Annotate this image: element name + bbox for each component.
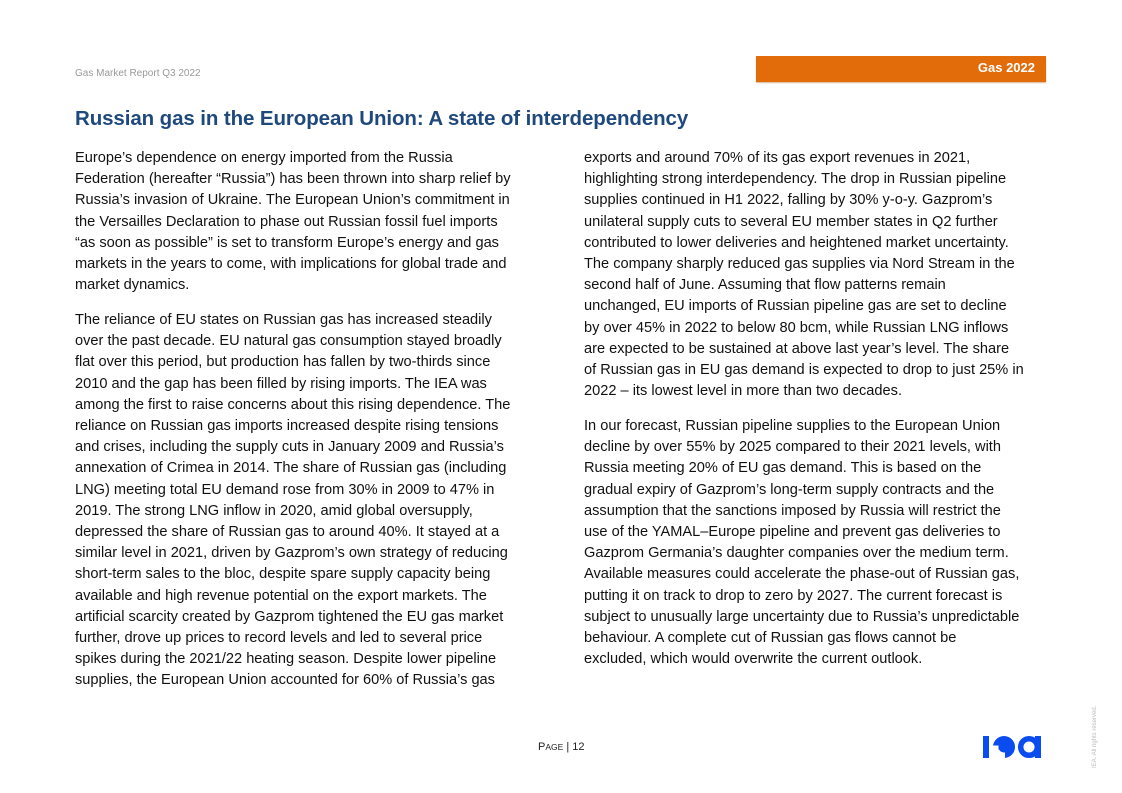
text-line: supplies, the European Union accounted for 60% of Russia’s gas <box>75 672 495 689</box>
paragraph <box>75 310 555 692</box>
text-line: “as soon as possible” is set to transform Europe’s energy and gas <box>75 234 499 251</box>
text-line: reliance on Russian gas imports increased despite rising tensions <box>75 418 499 435</box>
text-line: highlighting strong interdependency. The drop in Russian pipeline <box>584 171 1007 188</box>
paragraph <box>75 148 555 296</box>
text-line: further, drove up prices to record levels and led to several price <box>75 630 483 647</box>
text-line: supplies continued in H1 2022, falling by 30% y-o-y. Gazprom’s <box>584 192 993 209</box>
text-line: 2010 and the gap has been filled by rising imports. The IEA was <box>75 375 487 392</box>
text-line: Russia’s invasion of Ukraine. The European Union’s commitment in <box>75 192 510 209</box>
page-separator: | <box>563 741 573 753</box>
text-line: short-term sales to the bloc, despite spare supply capacity being <box>75 566 491 583</box>
text-line: subject to unusually large uncertainty due to Russia’s unpredictable <box>584 608 1020 625</box>
text-line: Gazprom Germania’s daughter companies over the medium term. <box>584 545 1009 562</box>
text-line: of Russian gas in EU gas demand is expected to drop to just 25% in <box>584 362 1024 379</box>
text-line: artificial scarcity created by Gazprom tightened the EU gas market <box>75 608 504 625</box>
text-line: depressed the share of Russian gas to around 40%. It stayed at a <box>75 524 500 541</box>
text-line: Russia meeting 20% of EU gas demand. This is based on the <box>584 460 982 477</box>
text-line: flat over this period, but production has fallen by two-thirds since <box>75 354 491 371</box>
text-line: similar level in 2021, driven by Gazprom’s own strategy of reducing <box>75 545 508 562</box>
text-line: spikes during the 2021/22 heating season. Despite lower pipeline <box>75 651 497 668</box>
paragraph <box>584 416 1064 670</box>
text-line: assumption that the sanctions imposed by Russia will restrict the <box>584 502 1001 519</box>
text-line: over the past decade. EU natural gas consumption stayed broadly <box>75 333 502 350</box>
page-number-value: 12 <box>572 741 585 753</box>
text-line: contributed to lower deliveries and heightened market uncertainty. <box>584 234 1009 251</box>
text-line: excluded, which would overwrite the current outlook. <box>584 651 923 668</box>
text-line: In our forecast, Russian pipeline supplies to the European Union <box>584 418 1001 435</box>
text-line: The reliance of EU states on Russian gas has increased steadily <box>75 312 492 329</box>
section-badge: Gas 2022 <box>756 56 1046 82</box>
page-title: Russian gas in the European Union: A state of interdependency <box>75 107 689 130</box>
iea-logo <box>983 733 1047 766</box>
text-line: markets in the years to come, with implications for global trade and <box>75 256 507 273</box>
text-line: unchanged, EU imports of Russian pipeline gas are set to decline <box>584 298 1007 315</box>
text-line: behaviour. A complete cut of Russian gas flows cannot be <box>584 630 957 647</box>
text-line: annexation of Crimea in 2014. The share of Russian gas (including <box>75 460 507 477</box>
page-label-initial: P <box>538 741 546 753</box>
text-line: are expected to be sustained at above last year’s level. The share <box>584 340 1010 357</box>
text-line: by over 45% in 2022 to below 80 bcm, while Russian LNG inflows <box>584 319 1009 336</box>
text-line: gradual expiry of Gazprom’s long-term supply contracts and the <box>584 481 995 498</box>
text-line: 2019. The strong LNG inflow in 2020, amid global oversupply, <box>75 502 473 519</box>
page-number <box>538 741 585 753</box>
right-column <box>584 148 1064 684</box>
text-line: unilateral supply cuts to several EU member states in Q2 further <box>584 213 998 230</box>
text-line: available and high revenue potential on the export markets. The <box>75 587 487 604</box>
text-line: second half of June. Assuming that flow patterns remain <box>584 277 946 294</box>
paragraph <box>584 148 1064 402</box>
text-line: exports and around 70% of its gas export revenues in 2021, <box>584 150 971 166</box>
text-line: the Versailles Declaration to phase out Russian fossil fuel imports <box>75 213 498 230</box>
text-line: decline by over 55% by 2025 compared to their 2021 levels, with <box>584 439 1001 456</box>
text-line: market dynamics. <box>75 277 190 294</box>
text-line: Europe’s dependence on energy imported from the Russia <box>75 150 453 166</box>
page-label-rest: AGE <box>545 742 564 752</box>
report-name: Gas Market Report Q3 2022 <box>75 68 201 79</box>
text-line: use of the YAMAL–Europe pipeline and prevent gas deliveries to <box>584 524 1001 541</box>
text-line: among the first to raise concerns about this rising dependence. The <box>75 396 511 413</box>
rights-notice: IEA. All rights reserved. <box>1092 705 1098 768</box>
left-column <box>75 148 555 705</box>
text-line: 2022 – its lowest level in more than two decades. <box>584 383 902 400</box>
text-line: putting it on track to drop to zero by 2027. The current forecast is <box>584 587 1003 604</box>
text-line: The company sharply reduced gas supplies via Nord Stream in the <box>584 256 1015 273</box>
text-line: and crises, including the supply cuts in January 2009 and Russia’s <box>75 439 504 456</box>
text-line: Available measures could accelerate the phase-out of Russian gas, <box>584 566 1020 583</box>
text-line: Federation (hereafter “Russia”) has been thrown into sharp relief by <box>75 171 511 188</box>
text-line: LNG) meeting total EU demand rose from 30% in 2009 to 47% in <box>75 481 495 498</box>
